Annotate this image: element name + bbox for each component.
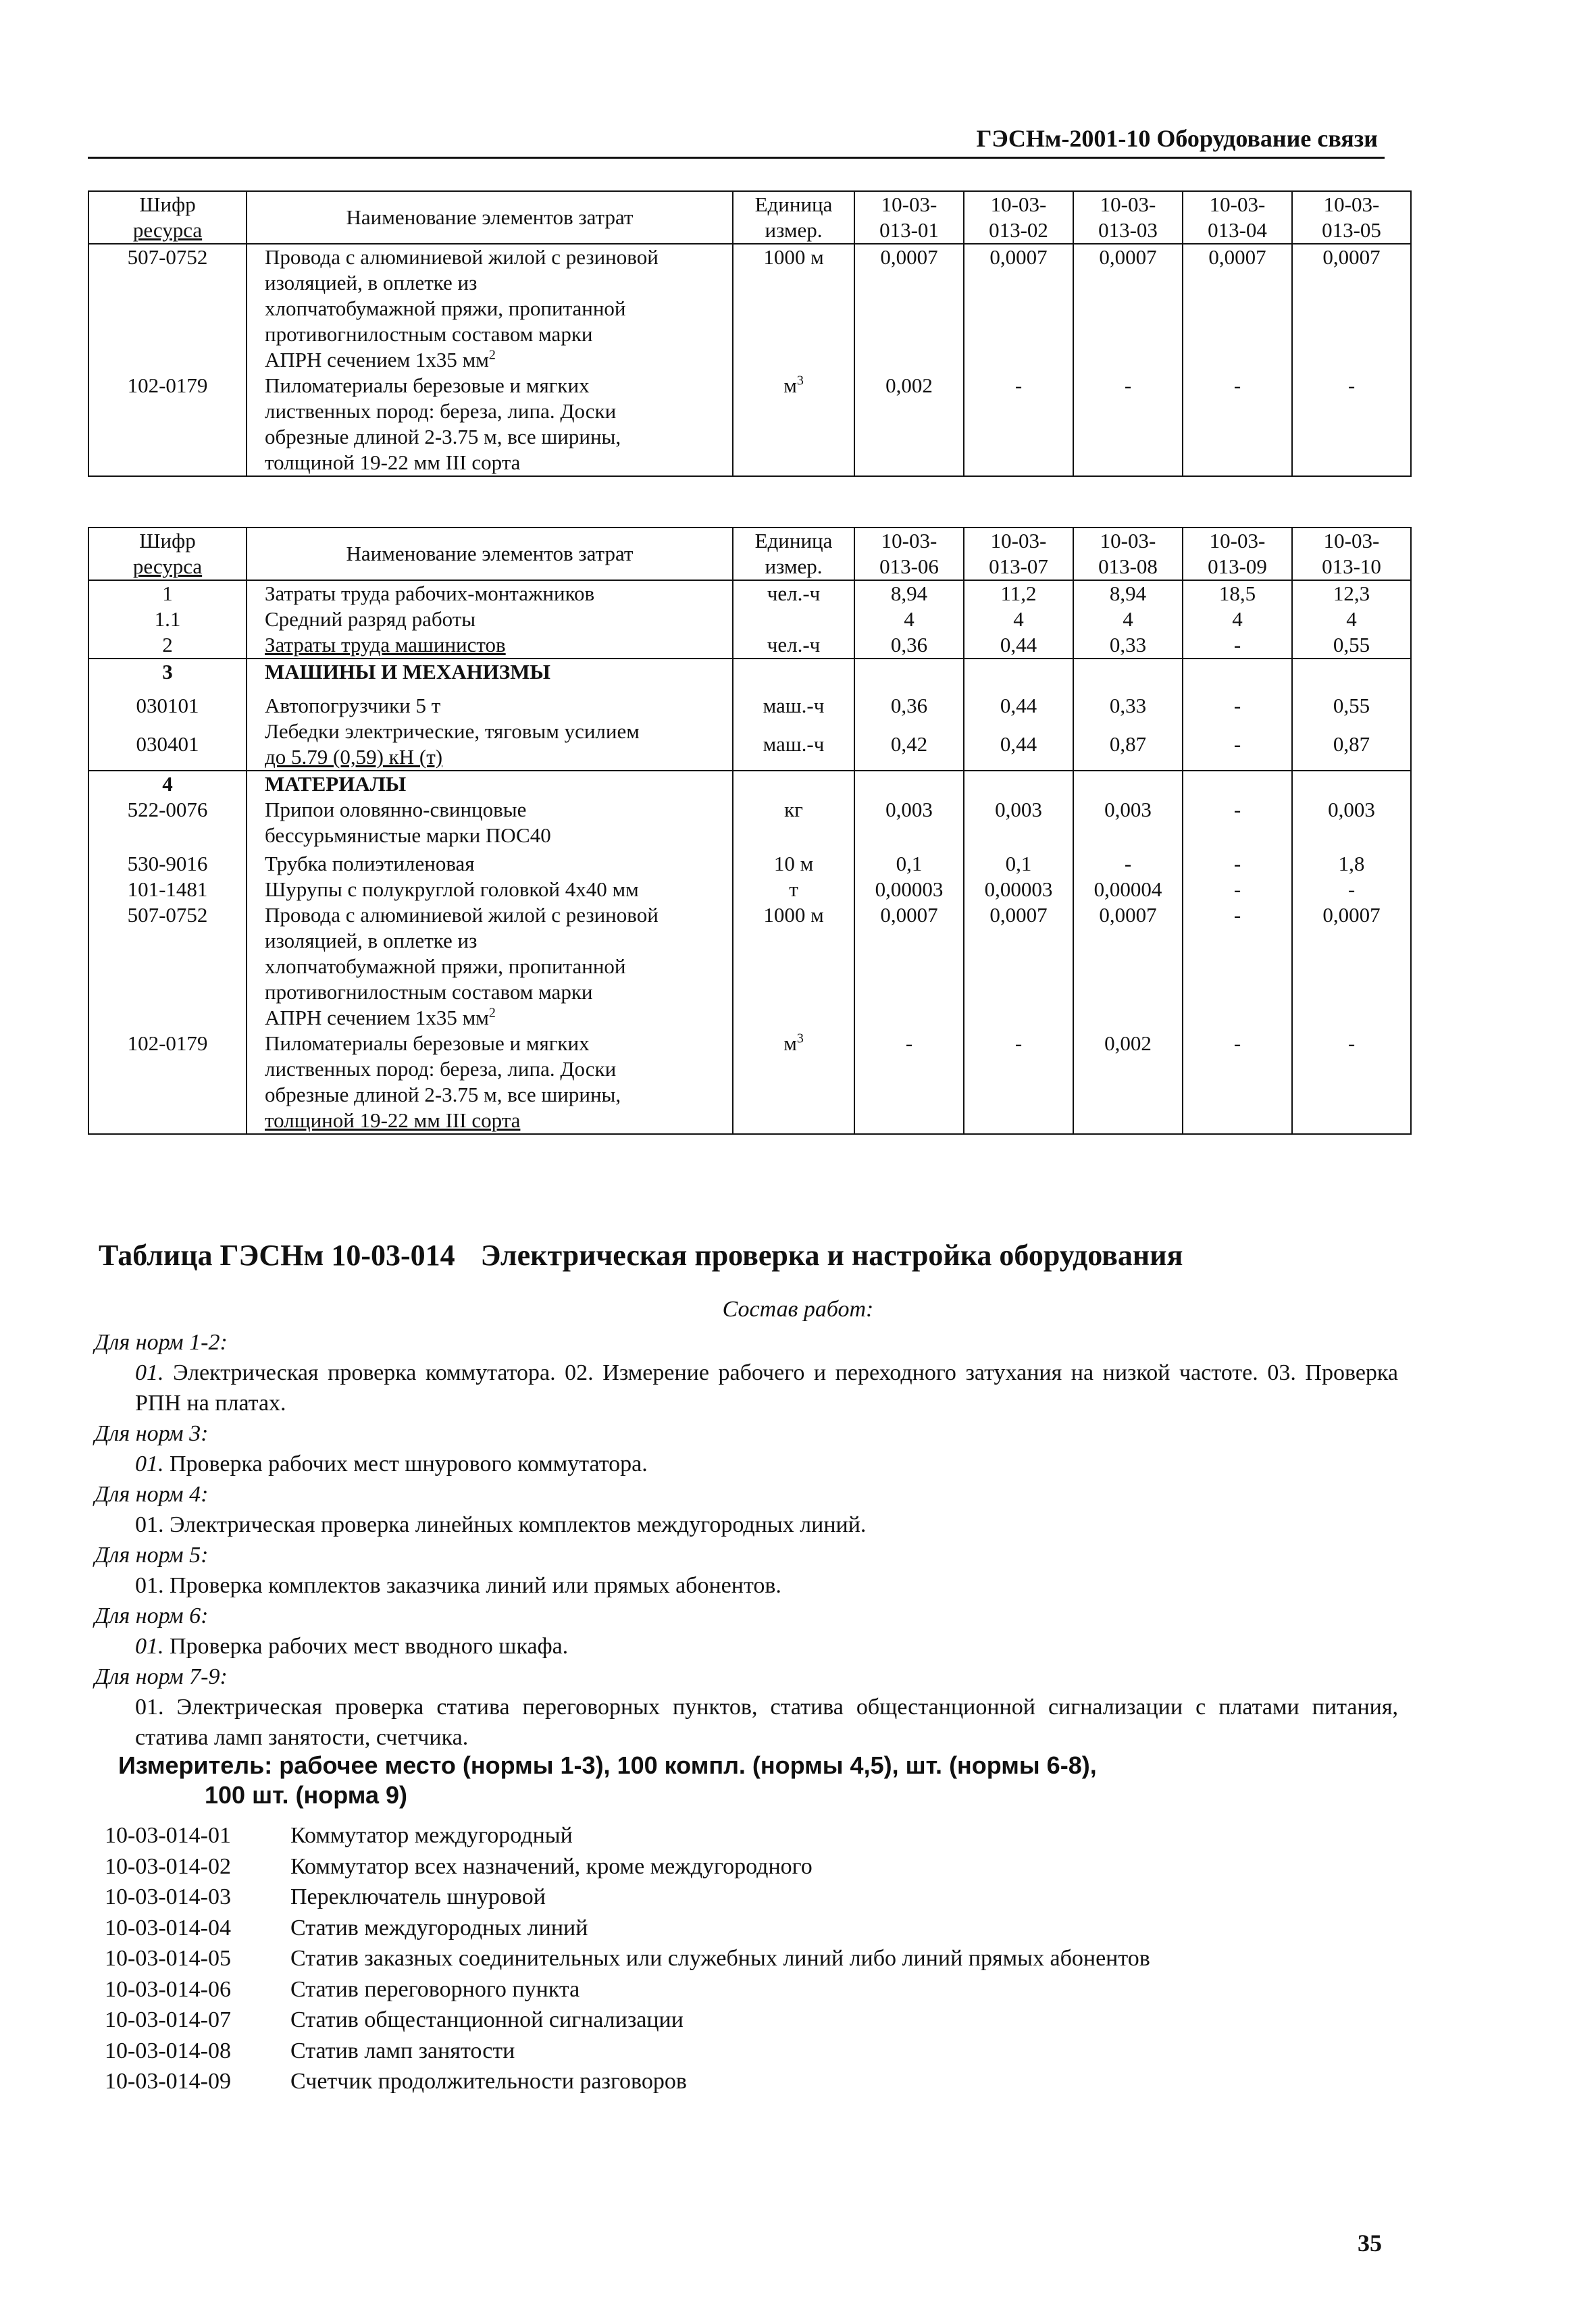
resource-code: 1	[88, 580, 247, 607]
norm-value: 0,42	[854, 719, 964, 771]
norm-code: 10-03-014-04	[105, 1915, 231, 1940]
work-composition-heading: Состав работ:	[722, 1297, 874, 1322]
norm-code: 10-03-014-08	[105, 2038, 231, 2063]
work-item: 01. Электрическая проверка линейных комплектов междугородных линий.	[135, 1512, 867, 1537]
resource-name: Пиломатериалы березовые и мягких лиственных пород: береза, липа. Доски обрезные длиной 2-3.75 м, все ширины, толщиной 19-22 мм III сорта	[247, 1031, 733, 1134]
norm-value: 1,8	[1292, 848, 1411, 877]
section-name: МАШИНЫ И МЕХАНИЗМЫ	[247, 659, 733, 685]
norm-code: 10-03-014-01	[105, 1823, 231, 1848]
col-norm-header: 10-03- 013-08	[1073, 528, 1183, 580]
norm-value: -	[1183, 902, 1292, 1031]
norm-title: Статив общестанционной сигнализации	[290, 2007, 684, 2032]
norm-value: 0,0007	[964, 244, 1073, 373]
norm-value: 0,00004	[1073, 877, 1183, 902]
norm-value: -	[1292, 877, 1411, 902]
norm-value: 0,002	[854, 373, 964, 476]
norm-value: 0,00003	[964, 877, 1073, 902]
norm-value: -	[1183, 719, 1292, 771]
resource-unit: 1000 м	[733, 244, 854, 373]
norm-value: 0,87	[1292, 719, 1411, 771]
section-title	[99, 1238, 1183, 1272]
norm-value: 4	[1073, 607, 1183, 632]
resource-name: Автопогрузчики 5 т	[247, 685, 733, 719]
col-norm-header: 10-03- 013-06	[854, 528, 964, 580]
col-unit-header: Единица измер.	[733, 528, 854, 580]
norm-code: 10-03-014-02	[105, 1853, 231, 1879]
resource-table-2	[88, 527, 1412, 1135]
table-row	[88, 877, 1411, 902]
norm-value: -	[1073, 848, 1183, 877]
page-number: 35	[1358, 2230, 1382, 2257]
norm-value: 0,003	[854, 797, 964, 848]
table-row	[88, 607, 1411, 632]
norm-value: 0,003	[964, 797, 1073, 848]
norm-value: -	[1292, 373, 1411, 476]
norm-code: 10-03-014-03	[105, 1884, 231, 1909]
resource-name: Провода с алюминиевой жилой с резиновой изоляцией, в оплетке из хлопчатобумажной пряжи, пропитанной противогнилостным составом марки АПРН сечением 1х35 $мм^2$	[247, 244, 733, 373]
resource-unit: $м^3$	[733, 1031, 854, 1134]
resource-name: Пиломатериалы березовые и мягких лиственных пород: береза, липа. Доски обрезные длиной 2-3.75 м, все ширины, толщиной 19-22 мм III сорта	[247, 373, 733, 476]
table-row	[88, 848, 1411, 877]
norm-value: -	[964, 1031, 1073, 1134]
resource-code: 507-0752	[88, 902, 247, 1031]
resource-code: 522-0076	[88, 797, 247, 848]
col-norm-header: 10-03- 013-01	[854, 191, 964, 244]
resource-code: 1.1	[88, 607, 247, 632]
norm-value: 0,00003	[854, 877, 964, 902]
table-number: Таблица ГЭСНм 10-03-014	[99, 1239, 455, 1272]
list-item	[105, 1882, 1388, 1913]
table-header-row	[88, 528, 1411, 580]
norm-group-label: Для норм 6:	[95, 1603, 209, 1628]
norm-title: Статив переговорного пункта	[290, 1976, 580, 2002]
resource-name: Затраты труда машинистов	[247, 632, 733, 659]
col-norm-header: 10-03- 013-02	[964, 191, 1073, 244]
resource-name: Припои оловянно-свинцовые бессурьмянистые марки ПОС40	[247, 797, 733, 848]
measurement-unit	[118, 1751, 1401, 1810]
table-row	[88, 902, 1411, 1031]
resource-unit: $м^3$	[733, 373, 854, 476]
norm-code: 10-03-014-06	[105, 1976, 231, 2002]
norm-value: 0,0007	[1292, 902, 1411, 1031]
resource-unit: чел.-ч	[733, 632, 854, 659]
norm-value: -	[1183, 1031, 1292, 1134]
norm-value: -	[1183, 848, 1292, 877]
norm-value: 0,33	[1073, 632, 1183, 659]
norm-value: 0,55	[1292, 685, 1411, 719]
norm-title: Коммутатор междугородный	[290, 1823, 573, 1848]
norm-title: Коммутатор всех назначений, кроме междугородного	[290, 1853, 813, 1879]
resource-code: 2	[88, 632, 247, 659]
resource-unit: маш.-ч	[733, 685, 854, 719]
norm-value: 0,0007	[1292, 244, 1411, 373]
norm-group-label: Для норм 4:	[95, 1482, 209, 1507]
norm-value: -	[1183, 685, 1292, 719]
norm-title: Статив ламп занятости	[290, 2038, 515, 2063]
measurement-line: 100 шт. (норма 9)	[205, 1781, 407, 1809]
table-row	[88, 719, 1411, 771]
norm-title: Счетчик продолжительности разговоров	[290, 2069, 687, 2094]
col-norm-header: 10-03- 013-07	[964, 528, 1073, 580]
norm-value: 0,0007	[854, 244, 964, 373]
col-name-header: Наименование элементов затрат	[247, 528, 733, 580]
norm-value: 0,33	[1073, 685, 1183, 719]
norm-value: -	[1183, 632, 1292, 659]
norm-title: Статив междугородных линий	[290, 1915, 588, 1940]
resource-unit	[733, 607, 854, 632]
norm-value: 4	[1183, 607, 1292, 632]
norm-value: 0,003	[1073, 797, 1183, 848]
norm-value: 0,36	[854, 632, 964, 659]
col-code-header: Шифр ресурса	[88, 528, 247, 580]
resource-table-1	[88, 190, 1412, 477]
col-norm-header: 10-03- 013-04	[1183, 191, 1292, 244]
table-section-row	[88, 659, 1411, 685]
resource-unit: 1000 м	[733, 902, 854, 1031]
norm-value: -	[964, 373, 1073, 476]
table-row	[88, 580, 1411, 607]
norm-value: 0,0007	[1073, 902, 1183, 1031]
norm-value: -	[854, 1031, 964, 1134]
resource-code: 530-9016	[88, 848, 247, 877]
table-row	[88, 797, 1411, 848]
resource-unit: чел.-ч	[733, 580, 854, 607]
table-header-row	[88, 191, 1411, 244]
norm-group-label: Для норм 5:	[95, 1543, 209, 1568]
table-row	[88, 685, 1411, 719]
col-norm-header: 10-03- 013-09	[1183, 528, 1292, 580]
table-section-row	[88, 771, 1411, 797]
list-item	[105, 1913, 1388, 1944]
resource-unit: т	[733, 877, 854, 902]
norm-value: 0,0007	[1073, 244, 1183, 373]
col-norm-header: 10-03- 013-03	[1073, 191, 1183, 244]
norms-list	[105, 1820, 1388, 2097]
norm-value: 4	[1292, 607, 1411, 632]
resource-unit: 10 м	[733, 848, 854, 877]
resource-code: 102-0179	[88, 373, 247, 476]
norm-value: 18,5	[1183, 580, 1292, 607]
norm-value: 8,94	[1073, 580, 1183, 607]
resource-code: 102-0179	[88, 1031, 247, 1134]
norm-value: -	[1183, 373, 1292, 476]
norm-value: 0,36	[854, 685, 964, 719]
norm-group-label: Для норм 7-9:	[95, 1664, 228, 1689]
norm-value: 0,1	[854, 848, 964, 877]
norm-value: 12,3	[1292, 580, 1411, 607]
work-item: 01. Проверка рабочих мест вводного шкафа.	[135, 1634, 569, 1659]
norm-value: -	[1292, 1031, 1411, 1134]
running-title: ГЭСНм-2001-10 Оборудование связи	[976, 125, 1378, 152]
norm-value: 0,55	[1292, 632, 1411, 659]
norm-code: 10-03-014-07	[105, 2007, 231, 2032]
col-unit-header: Единица измер.	[733, 191, 854, 244]
resource-name: Шурупы с полукруглой головкой 4х40 мм	[247, 877, 733, 902]
col-name-header: Наименование элементов затрат	[247, 191, 733, 244]
norm-value: 4	[854, 607, 964, 632]
norm-value: 0,1	[964, 848, 1073, 877]
norm-value: 0,44	[964, 719, 1073, 771]
resource-code: 3	[88, 659, 247, 685]
norm-group-label: Для норм 1-2:	[95, 1330, 228, 1355]
resource-name: Лебедки электрические, тяговым усилием до 5.79 (0,59) кН (т)	[247, 719, 733, 771]
norm-value: 8,94	[854, 580, 964, 607]
resource-code: 030101	[88, 685, 247, 719]
norm-value: 0,0007	[854, 902, 964, 1031]
norm-value: 0,0007	[964, 902, 1073, 1031]
col-norm-header: 10-03- 013-10	[1292, 528, 1411, 580]
norm-value: 11,2	[964, 580, 1073, 607]
resource-name: Трубка полиэтиленовая	[247, 848, 733, 877]
table-row	[88, 373, 1411, 476]
running-header	[88, 122, 1385, 159]
resource-code: 4	[88, 771, 247, 797]
norm-title: Статив заказных соединительных или служебных линий либо линий прямых абонентов	[290, 1946, 1150, 1971]
table-title: Электрическая проверка и настройка оборудования	[480, 1239, 1183, 1272]
resource-name: Средний разряд работы	[247, 607, 733, 632]
section-name: МАТЕРИАЛЫ	[247, 771, 733, 797]
work-composition	[95, 1327, 1398, 1753]
resource-unit: кг	[733, 797, 854, 848]
norm-value: 0,44	[964, 685, 1073, 719]
list-item	[105, 2005, 1388, 2036]
list-item	[105, 1943, 1388, 1974]
work-item: 01. Проверка рабочих мест шнурового коммутатора.	[135, 1451, 648, 1476]
norm-value: 0,003	[1292, 797, 1411, 848]
table-row	[88, 632, 1411, 659]
list-item	[105, 1851, 1388, 1882]
resource-unit: маш.-ч	[733, 719, 854, 771]
list-item	[105, 1820, 1388, 1851]
resource-code: 507-0752	[88, 244, 247, 373]
col-norm-header: 10-03- 013-05	[1292, 191, 1411, 244]
norm-value: 0,44	[964, 632, 1073, 659]
norm-code: 10-03-014-09	[105, 2069, 231, 2094]
norm-value: 0,002	[1073, 1031, 1183, 1134]
norm-value: -	[1183, 877, 1292, 902]
resource-name: Провода с алюминиевой жилой с резиновой изоляцией, в оплетке из хлопчатобумажной пряжи, пропитанной противогнилостным составом марки АПРН сечением 1х35 $мм^2$	[247, 902, 733, 1031]
col-code-header: Шифр ресурса	[88, 191, 247, 244]
list-item	[105, 1974, 1388, 2005]
list-item	[105, 2036, 1388, 2067]
table-row	[88, 244, 1411, 373]
measurement-line: Измеритель: рабочее место (нормы 1-3), 100 компл. (нормы 4,5), шт. (нормы 6-8),	[118, 1751, 1097, 1779]
table-row	[88, 1031, 1411, 1134]
norm-value: 0,0007	[1183, 244, 1292, 373]
resource-name: Затраты труда рабочих-монтажников	[247, 580, 733, 607]
norm-value: 4	[964, 607, 1073, 632]
resource-code: 030401	[88, 719, 247, 771]
work-item: 01. Электрическая проверка статива переговорных пунктов, статива общестанционной сигнализации с платами питания, статива ламп занятости, счетчика.	[135, 1695, 1398, 1750]
norm-title: Переключатель шнуровой	[290, 1884, 546, 1909]
norm-value: 0,87	[1073, 719, 1183, 771]
work-item: 01. Электрическая проверка коммутатора. 02. Измерение рабочего и переходного затухания на низкой частоте. 03. Проверка РПН на платах.	[135, 1360, 1399, 1416]
norm-value: -	[1073, 373, 1183, 476]
resource-code: 101-1481	[88, 877, 247, 902]
list-item	[105, 2066, 1388, 2097]
norm-code: 10-03-014-05	[105, 1946, 231, 1971]
norm-value: -	[1183, 797, 1292, 848]
work-item: 01. Проверка комплектов заказчика линий или прямых абонентов.	[135, 1573, 781, 1598]
norm-group-label: Для норм 3:	[95, 1421, 209, 1446]
